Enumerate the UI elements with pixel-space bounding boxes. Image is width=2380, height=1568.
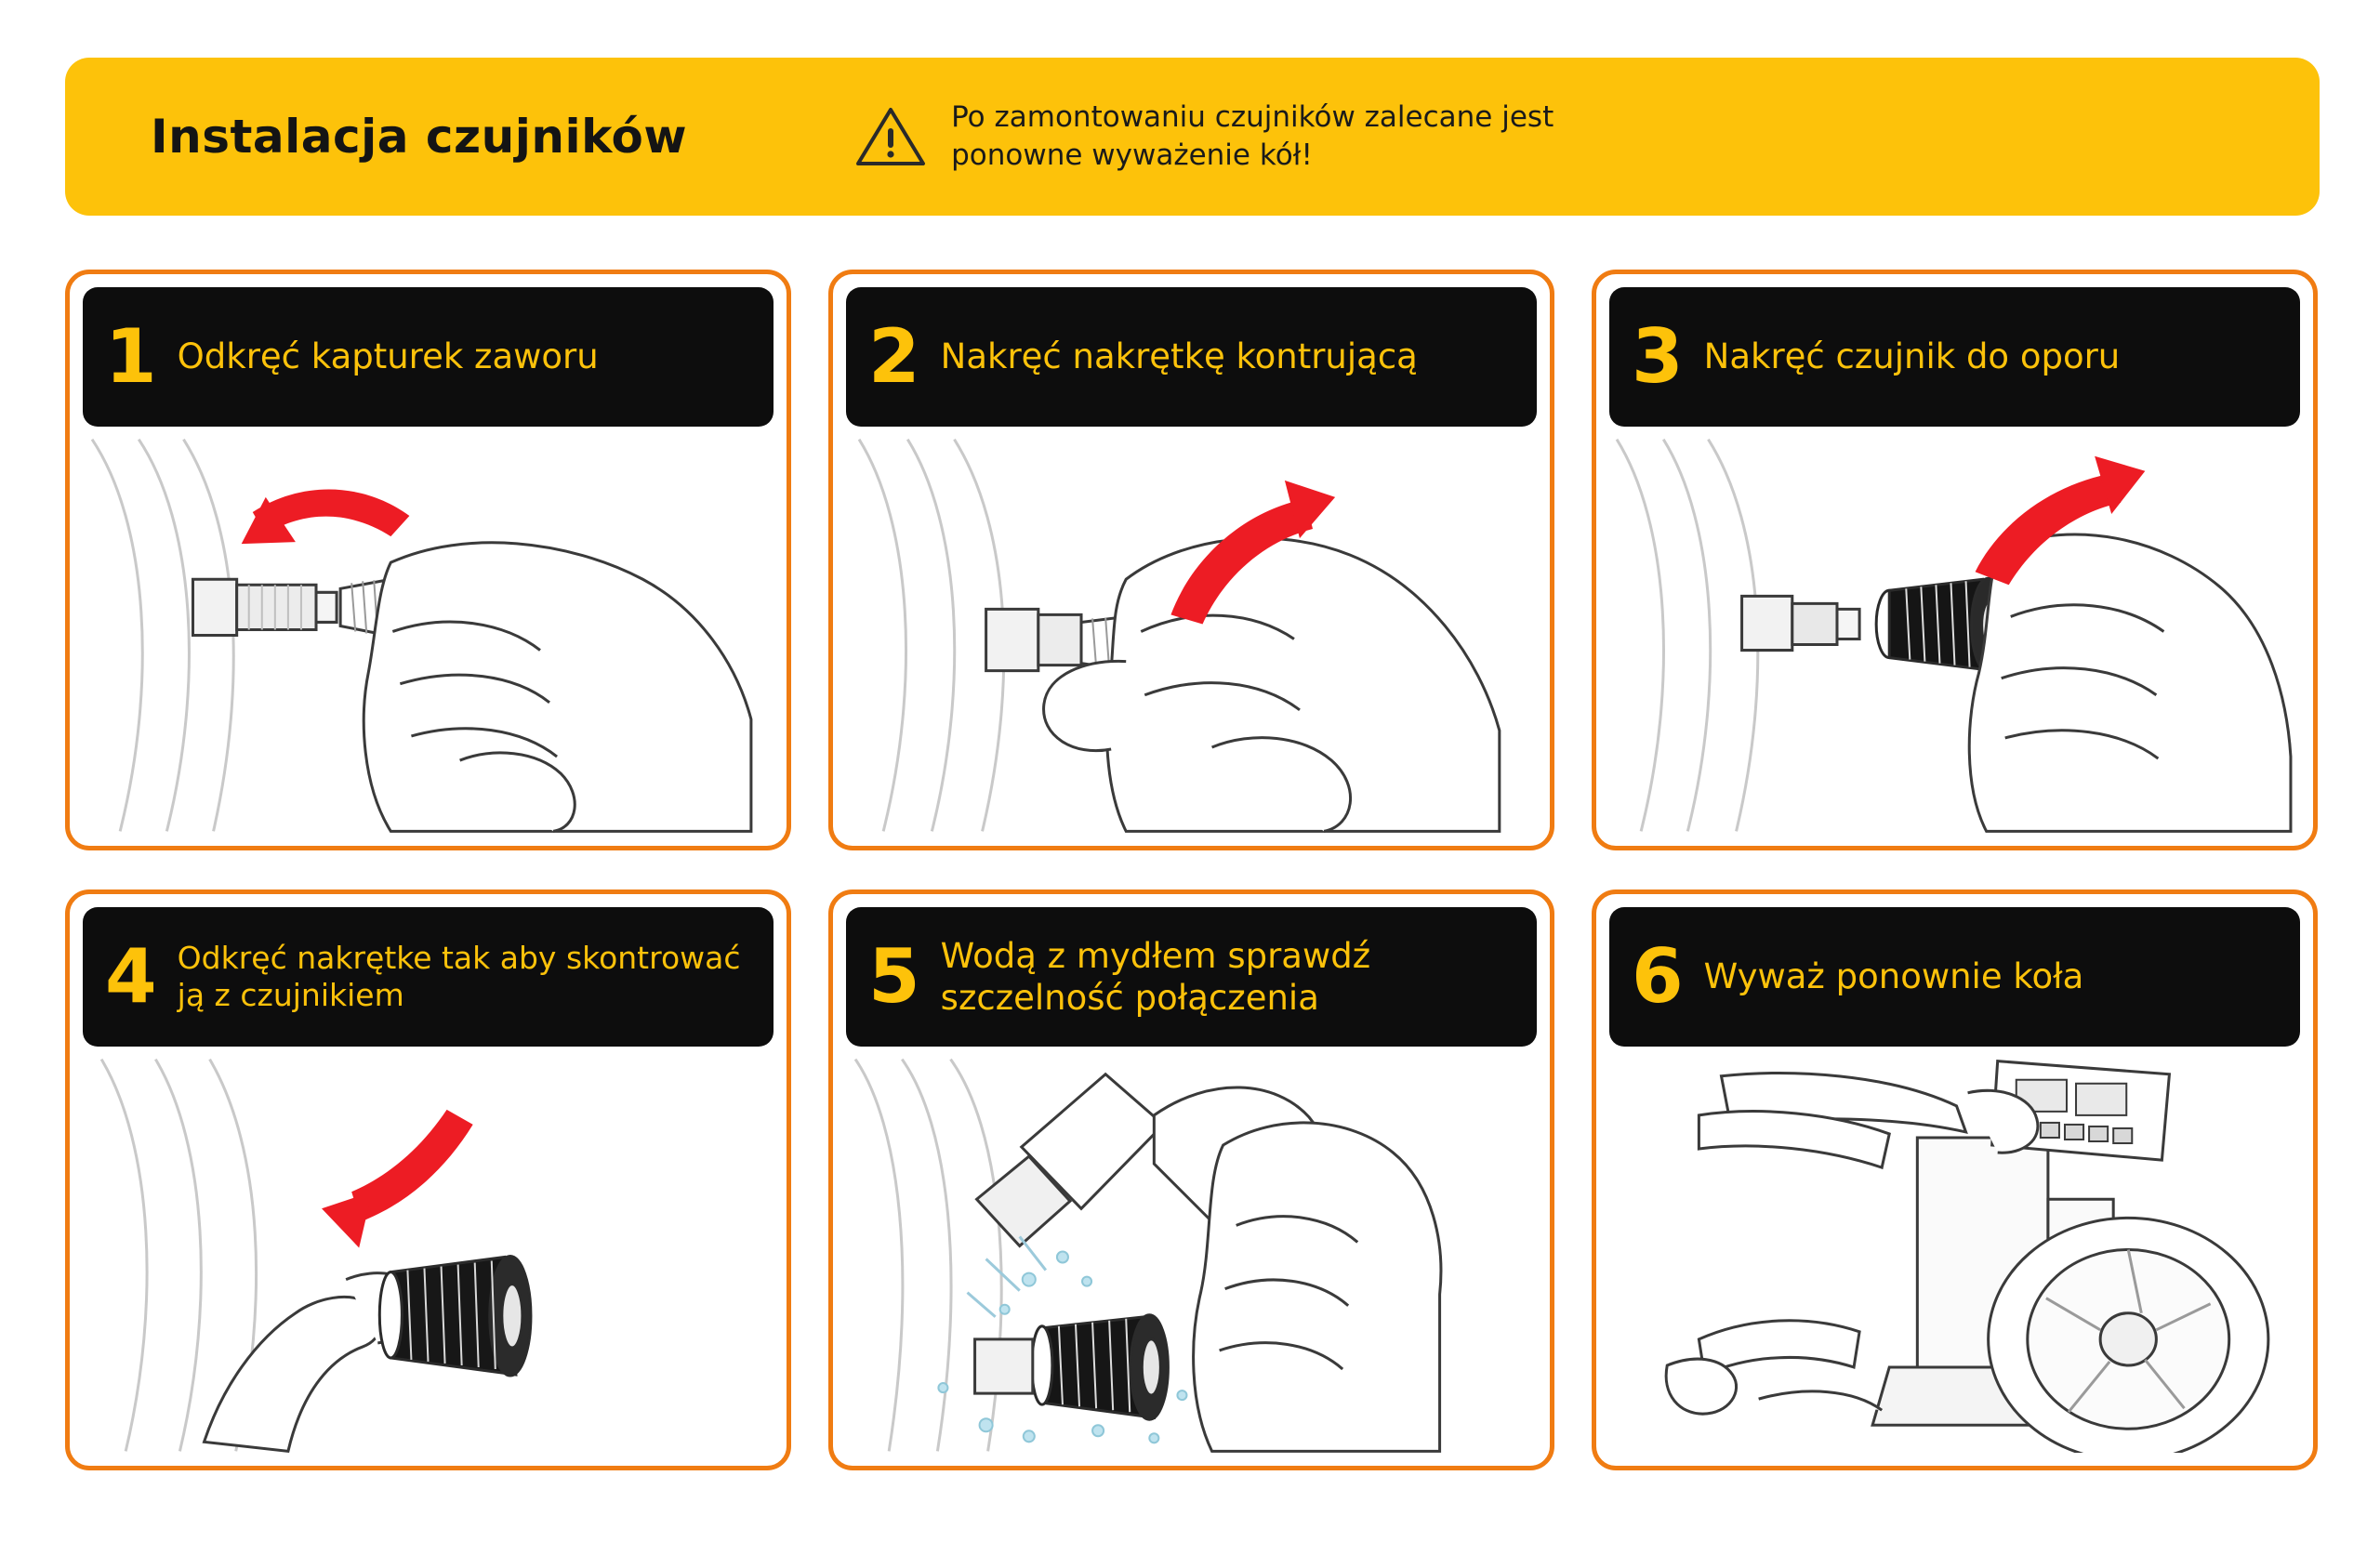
warning-text: Po zamontowaniu czujników zalecane jest ponowne wyważenie kół! xyxy=(951,100,1554,172)
step-label-2: Nakręć nakrętkę kontrującą xyxy=(940,336,1418,377)
step-card-4 xyxy=(65,889,791,1470)
step-number-6: 6 xyxy=(1632,933,1684,1020)
step-illustration-6 xyxy=(1609,1058,2300,1453)
step-header-4 xyxy=(83,907,774,1047)
header-banner xyxy=(65,58,2320,216)
step-label-1: Odkręć kapturek zaworu xyxy=(177,336,599,377)
step-label-3: Nakręć czujnik do oporu xyxy=(1703,336,2121,377)
step-card-2 xyxy=(828,270,1554,850)
step-number-2: 2 xyxy=(868,313,920,400)
step-label-5: Wodą z mydłem sprawdź szczelność połączenia xyxy=(940,935,1371,1018)
step-illustration-5 xyxy=(846,1058,1537,1453)
page-title: Instalacja czujników xyxy=(151,110,688,164)
step-card-1 xyxy=(65,270,791,850)
warning-triangle-icon xyxy=(854,104,927,169)
step-number-1: 1 xyxy=(105,313,157,400)
step-card-3 xyxy=(1592,270,2318,850)
step-number-3: 3 xyxy=(1632,313,1684,400)
step-illustration-3 xyxy=(1609,438,2300,833)
step-illustration-4 xyxy=(83,1058,774,1453)
step-header-6 xyxy=(1609,907,2300,1047)
step-label-4: Odkręć nakrętke tak aby skontrować ją z czujnikiem xyxy=(177,939,741,1013)
step-card-5 xyxy=(828,889,1554,1470)
step-header-1 xyxy=(83,287,774,427)
step-illustration-1 xyxy=(83,438,774,833)
step-header-2 xyxy=(846,287,1537,427)
step-number-5: 5 xyxy=(868,933,920,1020)
step-header-5 xyxy=(846,907,1537,1047)
step-card-6 xyxy=(1592,889,2318,1470)
step-illustration-2 xyxy=(846,438,1537,833)
steps-grid xyxy=(65,270,2320,1470)
warning-note xyxy=(854,99,1658,175)
step-label-6: Wyważ ponownie koła xyxy=(1703,956,2084,997)
step-header-3 xyxy=(1609,287,2300,427)
step-number-4: 4 xyxy=(105,933,157,1020)
